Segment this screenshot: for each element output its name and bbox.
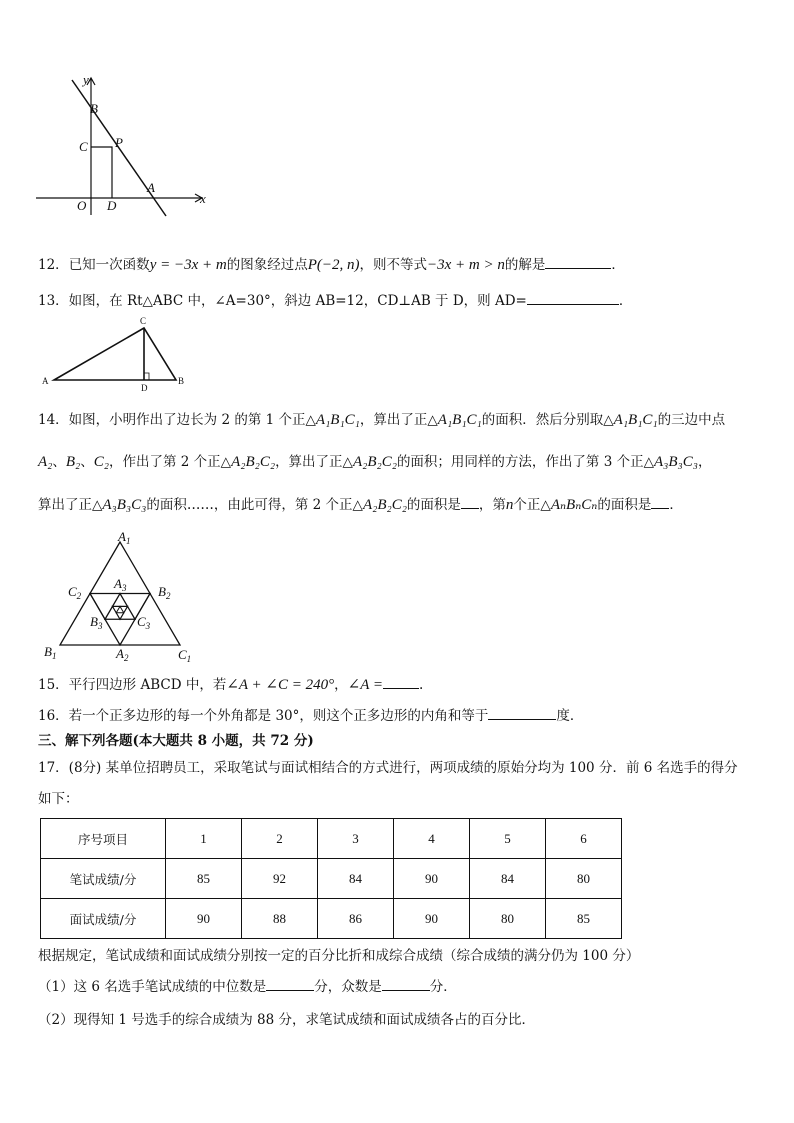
fig14-label-a2: $A_2$: [116, 646, 129, 663]
table-row-written: 笔试成绩/分 85 92 84 90 84 80: [41, 859, 622, 899]
question-17-line-1: 17．(8分) 某单位招聘员工，采取笔试与面试相结合的方式进行，两项成绩的原始分均为 100 分．前 6 名选手的得分: [38, 760, 738, 776]
label-a: A: [147, 180, 155, 195]
fig14-label-c1: $C_1$: [178, 647, 192, 664]
rectangle-cpd: [91, 147, 112, 198]
fig13-label-b: B: [178, 376, 185, 386]
scores-table: [40, 818, 622, 939]
fig14-label-a1: $A_1$: [118, 529, 131, 546]
function-expression: y = −3x + m: [149, 257, 227, 273]
triangle-abc: [54, 328, 176, 380]
answer-blank-17b[interactable]: [382, 976, 430, 991]
question-13: 13．如图，在 Rt△ABC 中，∠A=30°，斜边 AB=12，CD⊥AB 于 D，则 AD= ．: [38, 290, 632, 311]
fig14-label-b3: $B_3$: [90, 614, 103, 631]
label-c: C: [79, 139, 88, 154]
question-15: 15．平行四边形 ABCD 中，若∠A + ∠C = 240°，∠A = .: [38, 674, 423, 695]
table-row-interview: 面试成绩/分 90 88 86 90 80 85: [41, 899, 622, 939]
answer-blank-14a[interactable]: [461, 494, 479, 509]
answer-blank-15[interactable]: [383, 674, 419, 689]
angle-condition: ∠A + ∠C = 240°: [226, 677, 335, 693]
section-3-title: 三、解下列各题(本大题共 8 小题，共 72 分): [38, 733, 314, 749]
question-12: 12．已知一次函数y = −3x + m的图象经过点P(−2, n)，则不等式−3x + m > n的解是 ．: [38, 254, 625, 275]
fig13-label-a: A: [42, 376, 49, 386]
question-17-part-2: （2）现得知 1 号选手的综合成绩为 88 分，求笔试成绩和面试成绩各占的百分比．: [38, 1012, 536, 1028]
right-triangle-figure: [38, 315, 198, 395]
question-14-line-2: A₂、B₂、C₂，作出了第 2 个正△A₂B₂C₂，算出了正△A₂B₂C₂的面积；用同样的方法，作出了第 3 个正△A₃B₃C₃，: [38, 454, 712, 470]
fig14-label-c2: $C_2$: [68, 584, 82, 601]
inequality-expression: −3x + m > n: [426, 257, 505, 273]
question-17-line-2: 如下：: [38, 791, 79, 807]
fig14-label-c3: $C_3$: [137, 614, 151, 631]
answer-blank-13[interactable]: [527, 290, 619, 305]
fig13-label-c: C: [140, 316, 147, 326]
angle-ask: ∠A =: [347, 677, 383, 693]
label-p: P: [115, 135, 123, 150]
coordinate-figure: [30, 70, 220, 220]
label-d: D: [107, 198, 117, 213]
triangle-5: [116, 606, 124, 612]
answer-blank-17a[interactable]: [266, 976, 314, 991]
label-x: x: [200, 191, 206, 206]
answer-blank-16[interactable]: [488, 705, 556, 720]
fig14-label-a3: $A_3$: [114, 576, 127, 593]
nested-triangles-figure: [38, 528, 208, 666]
fig14-label-b1: $B_1$: [44, 644, 57, 661]
question-14-line-1: 14．如图，小明作出了边长为 2 的第 1 个正△A₁B₁C₁，算出了正△A₁B₁C₁的面积．然后分别取△A₁B₁C₁的三边中点: [38, 412, 726, 428]
question-14-line-3: 算出了正△A₃B₃C₃的面积……，由此可得，第 2 个正△A₂B₂C₂的面积是 ，第n个正△AₙBₙCₙ的面积是 ．: [38, 494, 683, 515]
fig14-label-b2: $B_2$: [158, 584, 171, 601]
answer-blank-14b[interactable]: [651, 494, 669, 509]
label-o: O: [77, 198, 87, 213]
question-17-part-1: （1）这 6 名选手笔试成绩的中位数是 分，众数是 分．: [38, 976, 457, 997]
point-expression: P(−2, n): [307, 257, 360, 273]
question-17-rule: 根据规定，笔试成绩和面试成绩分别按一定的百分比折和成综合成绩（综合成绩的满分仍为 100 分）: [38, 948, 640, 964]
label-b: B: [90, 101, 98, 116]
question-16: 16．若一个正多边形的每一个外角都是 30°，则这个正多边形的内角和等于 度．: [38, 705, 583, 726]
label-y: y: [83, 72, 89, 87]
fig13-label-d: D: [141, 383, 148, 393]
table-header-row: 序号项目 1 2 3 4 5 6: [41, 819, 622, 859]
answer-blank-12[interactable]: [545, 254, 611, 269]
